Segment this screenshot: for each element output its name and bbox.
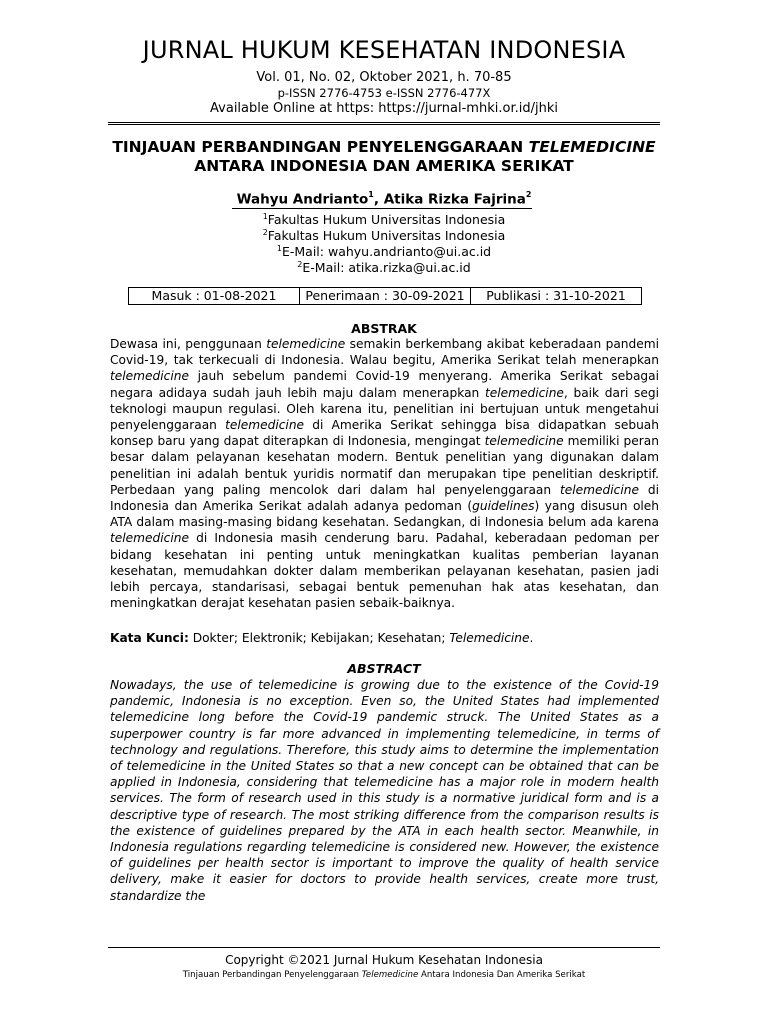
affiliation-text: Fakultas Hukum Universitas Indonesia bbox=[267, 228, 506, 244]
footer-divider bbox=[108, 947, 660, 948]
author-2-mark: 2 bbox=[525, 190, 532, 199]
author-separator: , bbox=[373, 191, 384, 208]
article-title-line-1 bbox=[60, 138, 708, 157]
abstrak-text: memiliki peran besar dalam pelayanan kesehatan modern. Bentuk penelitian yang digunakan dalam penelitian ini adalah bentuk yuridis normatif dan merupakan tipe penelitian deskriptif. Perbedaan yang paling mencolok dari dalam hal penyelenggaraan bbox=[110, 434, 659, 497]
running-title-text: Antara Indonesia Dan Amerika Serikat bbox=[418, 970, 586, 980]
abstrak-heading: ABSTRAK bbox=[351, 321, 417, 336]
author-2: Atika Rizka Fajrina bbox=[383, 191, 526, 208]
abstrak-text: jauh sebelum pandemi Covid-19 menyerang. Amerika Serikat sebagai negara adidaya sudah jauh lebih maju dalam menerapkan bbox=[110, 369, 659, 400]
email-text: E-Mail: wahyu.andrianto@ui.ac.id bbox=[281, 244, 492, 260]
running-title-text: Tinjauan Perbandingan Penyelenggaraan bbox=[182, 970, 362, 980]
footer-running-title bbox=[0, 970, 768, 980]
keywords bbox=[110, 631, 533, 645]
email-text: E-Mail: atika.rizka@ui.ac.id bbox=[302, 260, 471, 276]
abstrak-term: guidelines bbox=[472, 499, 535, 514]
article-title-emphasis: TELEMEDICINE bbox=[528, 138, 656, 156]
author-1-mark: 1 bbox=[368, 190, 374, 199]
abstrak-term: telemedicine bbox=[560, 482, 639, 497]
abstrak-text: di Indonesia dan Amerika Serikat adalah adanya pedoman ( bbox=[110, 482, 660, 514]
abstrak-term: telemedicine bbox=[110, 531, 189, 546]
email-2 bbox=[0, 257, 768, 276]
abstract-heading: ABSTRACT bbox=[347, 661, 421, 676]
article-dates-table bbox=[128, 287, 642, 305]
affiliation-mark: 1 bbox=[276, 244, 282, 253]
date-accepted: Penerimaan : 30-09-2021 bbox=[300, 288, 471, 304]
abstrak-term: telemedicine bbox=[110, 369, 189, 384]
affiliation-text: Fakultas Hukum Universitas Indonesia bbox=[267, 212, 506, 228]
keywords-end: . bbox=[529, 631, 534, 645]
abstrak-term: telemedicine bbox=[266, 337, 346, 351]
journal-online-url: Available Online at https: https://jurnal-mhki.or.id/jhki bbox=[210, 101, 558, 116]
abstrak-term: telemedicine bbox=[484, 385, 564, 400]
abstract-body: Nowadays, the use of telemedicine is growing due to the existence of the Covid-19 pandemic, Indonesia is no exception. Even so, the United States had implemented telemedicine long before the Covid-19 pandemic struck. The United States as a superpower country is far more advanced in implementing telemedicine, in terms of technology and regulations. Therefore, this study aims to determine the implementation of telemedicine in the United States so that a new concept can be obtained that can be applied in Indonesia, considering that telemedicine has a major role in modern health services. The form of research used in this study is a normative juridical form and is a descriptive type of research. The most striking difference from the comparison results is the existence of guidelines prepared by the ATA in each health sector. Meanwhile, in Indonesia regulations regarding telemedicine is considered new. However, the existence of guidelines per health sector is important to improve the quality of health service delivery, make it easier for doctors to provide health services, create more trust, standardize the bbox=[110, 678, 659, 903]
abstrak-text: , baik dari segi teknologi maupun regulasi. Oleh karena itu, penelitian ini bertujuan untuk mengetahui penyelenggaraan bbox=[110, 385, 660, 433]
keyword-emphasis: Telemedicine bbox=[449, 631, 530, 645]
abstrak-body bbox=[110, 336, 659, 611]
keywords-list: Dokter; Elektronik; Kebijakan; Kesehatan; bbox=[188, 631, 450, 645]
running-title-emphasis: Telemedicine bbox=[361, 970, 419, 980]
abstrak-text: semakin berkembang akibat keberadaan pandemi Covid-19, tak terkecuali di Indonesia. Walau begitu, Amerika Serikat telah menerapkan bbox=[110, 337, 660, 368]
header-divider bbox=[108, 122, 660, 125]
article-title-text: TINJAUAN PERBANDINGAN PENYELENGGARAAN bbox=[112, 138, 529, 156]
abstrak-text: di Indonesia masih cenderung baru. Padahal, keberadaan pedoman per bidang kesehatan ini penting untuk meningkatkan kualitas pemberian layanan kesehatan, memudahkan dokter dalam memberikan pelayanan kesehatan, pasien jadi lebih percaya, standarisasi, sebagai bentuk pemenuhan hak atas kesehatan, dan meningkatkan derajat kesehatan pasien sebaik-baiknya. bbox=[110, 531, 659, 611]
abstrak-text: di Amerika Serikat sehingga bisa didapatkan sebuah konsep baru yang dapat diterapkan di Indonesia, mengingat bbox=[110, 418, 659, 449]
date-received: Masuk : 01-08-2021 bbox=[129, 288, 300, 304]
abstrak-text: Dewasa ini, penggunaan bbox=[110, 337, 267, 351]
abstrak-term: telemedicine bbox=[484, 434, 564, 449]
article-title-line-2: ANTARA INDONESIA DAN AMERIKA SERIKAT bbox=[194, 157, 574, 175]
journal-issn: p-ISSN 2776-4753 e-ISSN 2776-477X bbox=[277, 86, 491, 100]
date-published: Publikasi : 31-10-2021 bbox=[486, 288, 626, 303]
affiliation-mark: 2 bbox=[297, 260, 303, 269]
affiliation-mark: 1 bbox=[262, 212, 268, 221]
journal-volume: Vol. 01, No. 02, Oktober 2021, h. 70-85 bbox=[256, 70, 512, 85]
author-list bbox=[0, 191, 768, 208]
author-1: Wahyu Andrianto bbox=[236, 191, 369, 208]
affiliation-mark: 2 bbox=[262, 228, 268, 237]
abstrak-term: telemedicine bbox=[225, 418, 305, 433]
footer-copyright: Copyright ©2021 Jurnal Hukum Kesehatan Indonesia bbox=[225, 953, 543, 967]
abstrak-text: ) yang disusun oleh ATA dalam masing-masing bidang kesehatan. Sedangkan, di Indonesia belum ada karena bbox=[110, 499, 660, 530]
keywords-label: Kata Kunci: bbox=[110, 631, 189, 645]
journal-title: JURNAL HUKUM KESEHATAN INDONESIA bbox=[142, 36, 626, 64]
